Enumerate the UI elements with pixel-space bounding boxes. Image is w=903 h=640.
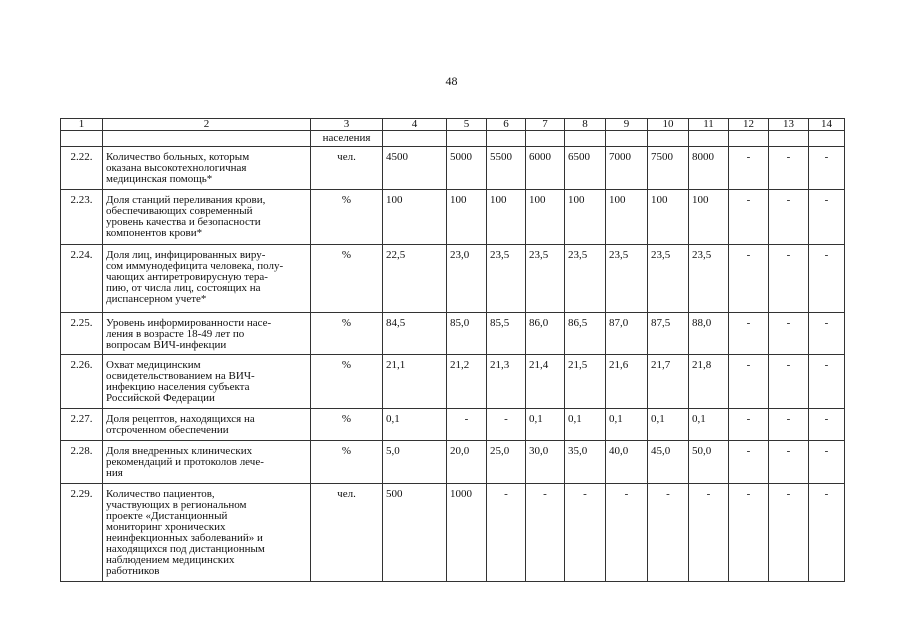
value-cell: - (729, 409, 769, 441)
value-cell: 40,0 (606, 441, 648, 484)
value-cell: 84,5 (383, 313, 447, 355)
value-cell: 23,0 (447, 245, 487, 313)
row-number-cell: 2.27. (61, 409, 103, 441)
value-cell: - (729, 313, 769, 355)
indicator-name-line: Доля внедренных клинических (106, 445, 253, 457)
indicator-name-line: Доля рецептов, находящихся на (106, 413, 255, 425)
empty-cell (689, 131, 729, 147)
column-number-cell: 14 (809, 119, 845, 131)
page-number: 48 (445, 74, 458, 88)
value-cell: - (729, 441, 769, 484)
indicator-name-line: Количество пациентов, (106, 488, 215, 500)
row-number-cell: 2.22. (61, 147, 103, 190)
indicator-name-cell (103, 441, 311, 484)
indicator-name-line: вопросам ВИЧ-инфекции (106, 339, 227, 351)
value-cell: - (769, 355, 809, 409)
unit-cell: % (311, 409, 383, 441)
value-cell: 100 (447, 190, 487, 245)
indicator-name-line: диспансерном учете* (106, 293, 207, 305)
column-number-cell: 7 (526, 119, 565, 131)
empty-cell (565, 131, 606, 147)
indicator-name-line: проекте «Дистанционный (106, 510, 228, 522)
unit-cell: % (311, 441, 383, 484)
value-cell: 100 (606, 190, 648, 245)
value-cell: 22,5 (383, 245, 447, 313)
value-cell: 21,2 (447, 355, 487, 409)
value-cell: 100 (383, 190, 447, 245)
table-row (61, 147, 845, 190)
indicator-name-cell (103, 355, 311, 409)
value-cell: 23,5 (565, 245, 606, 313)
column-number-cell: 11 (689, 119, 729, 131)
empty-cell (648, 131, 689, 147)
empty-cell (809, 131, 845, 147)
value-cell: 100 (689, 190, 729, 245)
column-number-cell: 6 (487, 119, 526, 131)
value-cell: - (729, 147, 769, 190)
indicator-name-line: отсроченном обеспечении (106, 424, 229, 436)
value-cell: 6000 (526, 147, 565, 190)
indicator-name-line: Уровень информированности насе- (106, 317, 272, 329)
continuation-row (61, 131, 845, 147)
column-number-cell: 3 (311, 119, 383, 131)
value-cell: 1000 (447, 484, 487, 582)
indicator-name-cell (103, 190, 311, 245)
value-cell: - (729, 484, 769, 582)
value-cell: 21,6 (606, 355, 648, 409)
value-cell: 7500 (648, 147, 689, 190)
row-number-cell: 2.23. (61, 190, 103, 245)
value-cell: - (606, 484, 648, 582)
value-cell: 21,5 (565, 355, 606, 409)
empty-cell (769, 131, 809, 147)
column-number-row (61, 119, 845, 131)
value-cell: 0,1 (606, 409, 648, 441)
value-cell: - (447, 409, 487, 441)
indicator-name-line: уровень качества и безопасности (106, 216, 261, 228)
unit-cell: % (311, 313, 383, 355)
indicator-name-cell (103, 484, 311, 582)
indicator-name-line: обеспечивающих современный (106, 205, 253, 217)
indicator-name-line: Охват медицинским (106, 359, 201, 371)
value-cell: - (769, 484, 809, 582)
column-number-cell: 4 (383, 119, 447, 131)
value-cell: - (769, 190, 809, 245)
indicator-name-line: участвующих в региональном (106, 499, 247, 511)
value-cell: 0,1 (526, 409, 565, 441)
value-cell: - (809, 147, 845, 190)
row-number-cell: 2.25. (61, 313, 103, 355)
indicator-name-line: ния (106, 467, 123, 479)
indicator-name-cell (103, 313, 311, 355)
value-cell: - (487, 484, 526, 582)
column-number-cell: 13 (769, 119, 809, 131)
value-cell: 8000 (689, 147, 729, 190)
value-cell: - (809, 313, 845, 355)
indicator-name-line: Количество больных, которым (106, 151, 250, 163)
value-cell: 30,0 (526, 441, 565, 484)
value-cell: - (809, 190, 845, 245)
column-number-cell: 2 (103, 119, 311, 131)
row-number-cell: 2.29. (61, 484, 103, 582)
empty-cell (487, 131, 526, 147)
column-number-cell: 12 (729, 119, 769, 131)
value-cell: - (729, 245, 769, 313)
column-number-cell: 5 (447, 119, 487, 131)
value-cell: - (565, 484, 606, 582)
value-cell: - (769, 245, 809, 313)
value-cell: - (769, 409, 809, 441)
value-cell: 100 (526, 190, 565, 245)
indicator-name-line: оказана высокотехнологичная (106, 162, 247, 174)
value-cell: 23,5 (689, 245, 729, 313)
value-cell: 100 (565, 190, 606, 245)
value-cell: 500 (383, 484, 447, 582)
indicator-name-line: чающих антиретровирусную тера- (106, 271, 268, 283)
indicator-name-line: медицинская помощь* (106, 173, 213, 185)
unit-cell: % (311, 245, 383, 313)
unit-cell: % (311, 355, 383, 409)
indicators-table (60, 118, 845, 582)
indicator-name-cell (103, 245, 311, 313)
table-row (61, 190, 845, 245)
empty-cell (447, 131, 487, 147)
table-row (61, 313, 845, 355)
indicator-name-line: мониторинг хронических (106, 521, 226, 533)
column-number-cell: 1 (61, 119, 103, 131)
empty-cell (61, 131, 103, 147)
indicator-name-cell (103, 409, 311, 441)
indicator-name-line: инфекцию населения субъекта (106, 381, 250, 393)
value-cell: 87,5 (648, 313, 689, 355)
value-cell: 4500 (383, 147, 447, 190)
value-cell: 21,3 (487, 355, 526, 409)
indicator-name-cell (103, 147, 311, 190)
value-cell: 0,1 (689, 409, 729, 441)
column-number-cell: 9 (606, 119, 648, 131)
value-cell: 86,0 (526, 313, 565, 355)
table-row (61, 245, 845, 313)
value-cell: 85,0 (447, 313, 487, 355)
indicator-name-line: пию, от числа лиц, состоящих на (106, 282, 261, 294)
value-cell: - (809, 355, 845, 409)
value-cell: - (729, 190, 769, 245)
row-number-cell: 2.24. (61, 245, 103, 313)
value-cell: 0,1 (383, 409, 447, 441)
indicator-name-line: компонентов крови* (106, 227, 203, 239)
value-cell: 23,5 (526, 245, 565, 313)
value-cell: - (769, 441, 809, 484)
value-cell: 5,0 (383, 441, 447, 484)
indicator-name-line: ления в возрасте 18-49 лет по (106, 328, 245, 340)
row-number-cell: 2.28. (61, 441, 103, 484)
column-number-cell: 10 (648, 119, 689, 131)
value-cell: - (809, 245, 845, 313)
value-cell: - (809, 484, 845, 582)
indicator-name-line: сом иммунодефицита человека, полу- (106, 260, 284, 272)
unit-cell: % (311, 190, 383, 245)
value-cell: 23,5 (487, 245, 526, 313)
value-cell: 100 (487, 190, 526, 245)
value-cell: 0,1 (648, 409, 689, 441)
value-cell: 0,1 (565, 409, 606, 441)
value-cell: 25,0 (487, 441, 526, 484)
value-cell: 45,0 (648, 441, 689, 484)
unit-continuation-cell: населения (311, 131, 383, 147)
value-cell: - (729, 355, 769, 409)
value-cell: 20,0 (447, 441, 487, 484)
indicator-name-line: Доля станций переливания крови, (106, 194, 266, 206)
value-cell: - (769, 147, 809, 190)
table-row (61, 409, 845, 441)
value-cell: 88,0 (689, 313, 729, 355)
value-cell: 5500 (487, 147, 526, 190)
indicator-name-line: неинфекционных заболеваний» и (106, 532, 263, 544)
value-cell: - (487, 409, 526, 441)
value-cell: 21,4 (526, 355, 565, 409)
indicator-name-line: рекомендаций и протоколов лече- (106, 456, 264, 468)
value-cell: 5000 (447, 147, 487, 190)
indicator-name-line: Доля лиц, инфицированных виру- (106, 249, 266, 261)
value-cell: - (689, 484, 729, 582)
value-cell: - (769, 313, 809, 355)
table-row (61, 355, 845, 409)
row-number-cell: 2.26. (61, 355, 103, 409)
value-cell: 50,0 (689, 441, 729, 484)
empty-cell (526, 131, 565, 147)
indicator-name-line: освидетельствованием на ВИЧ- (106, 370, 255, 382)
value-cell: 21,8 (689, 355, 729, 409)
indicator-name-line: Российской Федерации (106, 392, 215, 404)
value-cell: 21,7 (648, 355, 689, 409)
value-cell: - (809, 409, 845, 441)
value-cell: - (809, 441, 845, 484)
value-cell: - (526, 484, 565, 582)
indicator-name-line: находящихся под дистанционным (106, 543, 265, 555)
value-cell: 21,1 (383, 355, 447, 409)
table-row (61, 484, 845, 582)
value-cell: 86,5 (565, 313, 606, 355)
value-cell: - (648, 484, 689, 582)
value-cell: 23,5 (648, 245, 689, 313)
value-cell: 23,5 (606, 245, 648, 313)
indicator-name-line: работников (106, 565, 160, 577)
empty-cell (729, 131, 769, 147)
value-cell: 35,0 (565, 441, 606, 484)
table-row (61, 441, 845, 484)
column-number-cell: 8 (565, 119, 606, 131)
value-cell: 100 (648, 190, 689, 245)
unit-cell: чел. (311, 484, 383, 582)
unit-cell: чел. (311, 147, 383, 190)
empty-cell (103, 131, 311, 147)
empty-cell (606, 131, 648, 147)
value-cell: 6500 (565, 147, 606, 190)
indicator-name-line: наблюдением медицинских (106, 554, 235, 566)
value-cell: 87,0 (606, 313, 648, 355)
value-cell: 7000 (606, 147, 648, 190)
value-cell: 85,5 (487, 313, 526, 355)
empty-cell (383, 131, 447, 147)
